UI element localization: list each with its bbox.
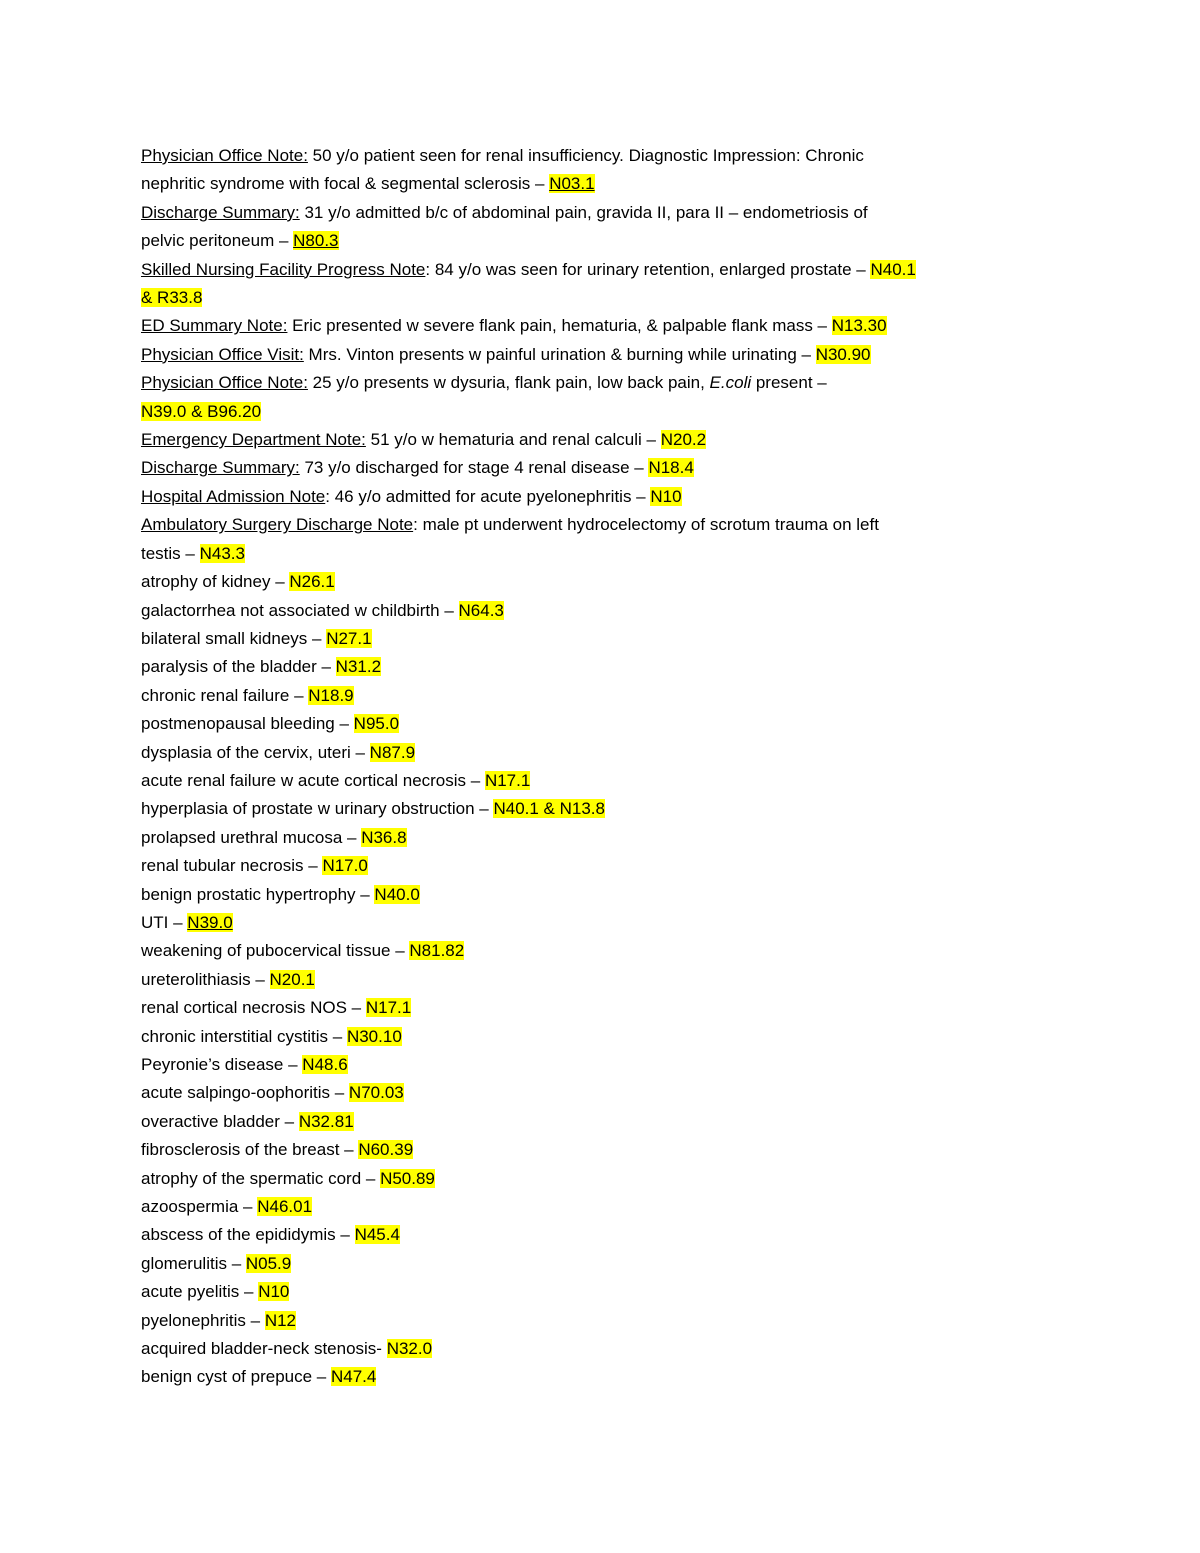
- term-text: abscess of the epididymis –: [141, 1225, 355, 1245]
- diagnosis-code: N48.6: [302, 1055, 348, 1074]
- term-text: benign cyst of prepuce –: [141, 1367, 331, 1387]
- list-item: [141, 1250, 1081, 1278]
- diagnosis-code: N39.0 & B96.20: [141, 401, 262, 421]
- term-text: ureterolithiasis –: [141, 969, 270, 989]
- note-entry-continued: [141, 540, 1081, 568]
- note-text: : 84 y/o was seen for urinary retention, enlarged prostate –: [425, 259, 871, 279]
- note-label: Discharge Summary:: [141, 202, 300, 222]
- note-label: Hospital Admission Note: [141, 486, 326, 506]
- term-text: acute pyelitis –: [141, 1282, 259, 1302]
- term-text: weakening of pubocervical tissue –: [141, 941, 410, 961]
- diagnosis-code: N30.90: [815, 344, 871, 364]
- diagnosis-code: N12: [264, 1310, 296, 1330]
- diagnosis-code: N27.1: [326, 628, 372, 648]
- list-item: [141, 1278, 1081, 1306]
- list-item: [141, 1335, 1081, 1363]
- term-text: paralysis of the bladder –: [141, 657, 336, 677]
- diagnosis-code: N17.1: [484, 770, 531, 790]
- note-entry-continued: [141, 227, 1081, 255]
- note-text: : 46 y/o admitted for acute pyelonephritis –: [325, 486, 651, 506]
- term-text: postmenopausal bleeding –: [141, 714, 354, 734]
- list-item: [141, 739, 1081, 767]
- list-item: [141, 1136, 1081, 1164]
- list-item: [141, 1051, 1081, 1079]
- note-text: 31 y/o admitted b/c of abdominal pain, gravida II, para II – endometriosis of: [299, 202, 868, 222]
- term-list: [141, 568, 1081, 1392]
- diagnosis-code: N32.81: [298, 1111, 354, 1131]
- diagnosis-code: N20.1: [269, 969, 315, 989]
- list-item: [141, 597, 1081, 625]
- note-text: Mrs. Vinton presents w painful urination & burning while urinating –: [303, 344, 816, 364]
- term-text: bilateral small kidneys –: [141, 628, 327, 648]
- list-item: [141, 909, 1081, 937]
- list-item: [141, 1307, 1081, 1335]
- term-text: overactive bladder –: [141, 1111, 299, 1131]
- list-item: [141, 994, 1081, 1022]
- note-text: 25 y/o presents w dysuria, flank pain, low back pain,: [307, 373, 710, 393]
- diagnosis-code: N10: [258, 1282, 290, 1302]
- term-text: fibrosclerosis of the breast –: [141, 1140, 359, 1160]
- diagnosis-code: N50.89: [380, 1168, 435, 1188]
- diagnosis-code: N26.1: [289, 572, 335, 592]
- list-item: [141, 1108, 1081, 1136]
- note-label: Discharge Summary:: [141, 458, 300, 478]
- note-entry: [141, 312, 1081, 340]
- diagnosis-code: N64.3: [458, 600, 504, 620]
- term-text: galactorrhea not associated w childbirth –: [141, 600, 459, 620]
- list-item: [141, 795, 1081, 823]
- term-text: dysplasia of the cervix, uteri –: [141, 742, 370, 762]
- list-item: [141, 653, 1081, 681]
- term-text: renal tubular necrosis –: [141, 856, 323, 876]
- note-entry: [141, 142, 1081, 170]
- diagnosis-code: N60.39: [358, 1140, 414, 1160]
- note-entry: [141, 199, 1081, 227]
- note-entry: [141, 483, 1081, 511]
- note-label: Physician Office Note:: [141, 373, 308, 393]
- list-item: [141, 1165, 1081, 1193]
- term-text: hyperplasia of prostate w urinary obstruction –: [141, 799, 494, 819]
- note-text: Eric presented w severe flank pain, hematuria, & palpable flank mass –: [287, 316, 832, 336]
- term-text: renal cortical necrosis NOS –: [141, 998, 366, 1018]
- diagnosis-code: N40.1: [870, 259, 916, 279]
- list-item: [141, 568, 1081, 596]
- note-entry: [141, 511, 1081, 539]
- note-label: Physician Office Visit:: [141, 344, 304, 364]
- list-item: [141, 625, 1081, 653]
- list-item: [141, 1363, 1081, 1391]
- diagnosis-code: N87.9: [369, 742, 416, 762]
- list-item: [141, 824, 1081, 852]
- diagnosis-code: N45.4: [354, 1225, 400, 1245]
- diagnosis-code: N03.1: [549, 174, 595, 194]
- term-text: UTI –: [141, 912, 188, 932]
- diagnosis-code: N17.0: [322, 856, 368, 876]
- list-item: [141, 767, 1081, 795]
- note-text: 51 y/o w hematuria and renal calculi –: [365, 430, 661, 450]
- note-entry: [141, 369, 1081, 397]
- note-text: testis –: [141, 543, 200, 563]
- term-text: chronic renal failure –: [141, 685, 309, 705]
- diagnosis-code: N31.2: [335, 657, 382, 677]
- diagnosis-code: N30.10: [346, 1026, 402, 1046]
- list-item: [141, 710, 1081, 738]
- note-entry: [141, 256, 1081, 284]
- diagnosis-code: N47.4: [330, 1367, 377, 1387]
- diagnosis-code: N18.4: [648, 458, 694, 478]
- note-text: present –: [751, 373, 827, 393]
- diagnosis-code: & R33.8: [141, 288, 203, 308]
- document-page: [141, 142, 1081, 1392]
- diagnosis-code: N32.0: [386, 1339, 433, 1359]
- list-item: [141, 1079, 1081, 1107]
- note-text: 50 y/o patient seen for renal insufficiency. Diagnostic Impression: Chronic: [307, 146, 864, 165]
- note-label: Skilled Nursing Facility Progress Note: [141, 259, 426, 279]
- diagnosis-code: N43.3: [199, 543, 245, 563]
- note-entry-continued: [141, 284, 1081, 312]
- note-text: pelvic peritoneum –: [141, 231, 294, 251]
- term-text: atrophy of kidney –: [141, 572, 290, 592]
- diagnosis-code: N05.9: [245, 1253, 292, 1273]
- list-item: [141, 1221, 1081, 1249]
- term-text: glomerulitis –: [141, 1253, 246, 1273]
- note-text: : male pt underwent hydrocelectomy of scrotum trauma on left: [413, 515, 879, 535]
- diagnosis-code: N39.0: [187, 912, 233, 932]
- diagnosis-code: N17.1: [365, 998, 412, 1018]
- note-label: Ambulatory Surgery Discharge Note: [141, 515, 414, 535]
- term-text: acute salpingo-oophoritis –: [141, 1083, 349, 1103]
- list-item: [141, 1193, 1081, 1221]
- term-text: prolapsed urethral mucosa –: [141, 827, 362, 847]
- diagnosis-code: N20.2: [660, 430, 707, 450]
- diagnosis-code: N10: [650, 486, 682, 506]
- list-item: [141, 852, 1081, 880]
- note-label: ED Summary Note:: [141, 316, 288, 336]
- organism-name: E.coli: [709, 373, 752, 393]
- note-entry: [141, 454, 1081, 482]
- diagnosis-code: N13.30: [831, 316, 887, 336]
- diagnosis-code: N40.0: [374, 884, 420, 904]
- diagnosis-code: N36.8: [361, 827, 407, 847]
- list-item: [141, 881, 1081, 909]
- diagnosis-code: N70.03: [348, 1083, 404, 1103]
- diagnosis-code: N80.3: [293, 231, 339, 251]
- term-text: acute renal failure w acute cortical necrosis –: [141, 770, 485, 790]
- note-entry-continued: [141, 398, 1081, 426]
- term-text: chronic interstitial cystitis –: [141, 1026, 347, 1046]
- list-item: [141, 966, 1081, 994]
- term-text: Peyronie’s disease –: [141, 1055, 303, 1074]
- note-entry: [141, 341, 1081, 369]
- note-entry-continued: [141, 170, 1081, 198]
- term-text: pyelonephritis –: [141, 1310, 265, 1330]
- diagnosis-code: N81.82: [409, 941, 465, 961]
- note-entry: [141, 426, 1081, 454]
- list-item: [141, 937, 1081, 965]
- diagnosis-code: N40.1 & N13.8: [493, 799, 605, 819]
- diagnosis-code: N95.0: [353, 714, 400, 734]
- diagnosis-code: N18.9: [308, 685, 354, 705]
- note-label: Physician Office Note:: [141, 146, 308, 165]
- note-text: 73 y/o discharged for stage 4 renal disease –: [299, 458, 649, 478]
- note-text: nephritic syndrome with focal & segmental sclerosis –: [141, 174, 550, 194]
- term-text: acquired bladder-neck stenosis-: [141, 1339, 387, 1359]
- diagnosis-code: N46.01: [257, 1197, 313, 1217]
- term-text: benign prostatic hypertrophy –: [141, 884, 375, 904]
- list-item: [141, 1023, 1081, 1051]
- note-label: Emergency Department Note:: [141, 430, 366, 450]
- term-text: azoospermia –: [141, 1197, 258, 1217]
- list-item: [141, 682, 1081, 710]
- term-text: atrophy of the spermatic cord –: [141, 1168, 381, 1188]
